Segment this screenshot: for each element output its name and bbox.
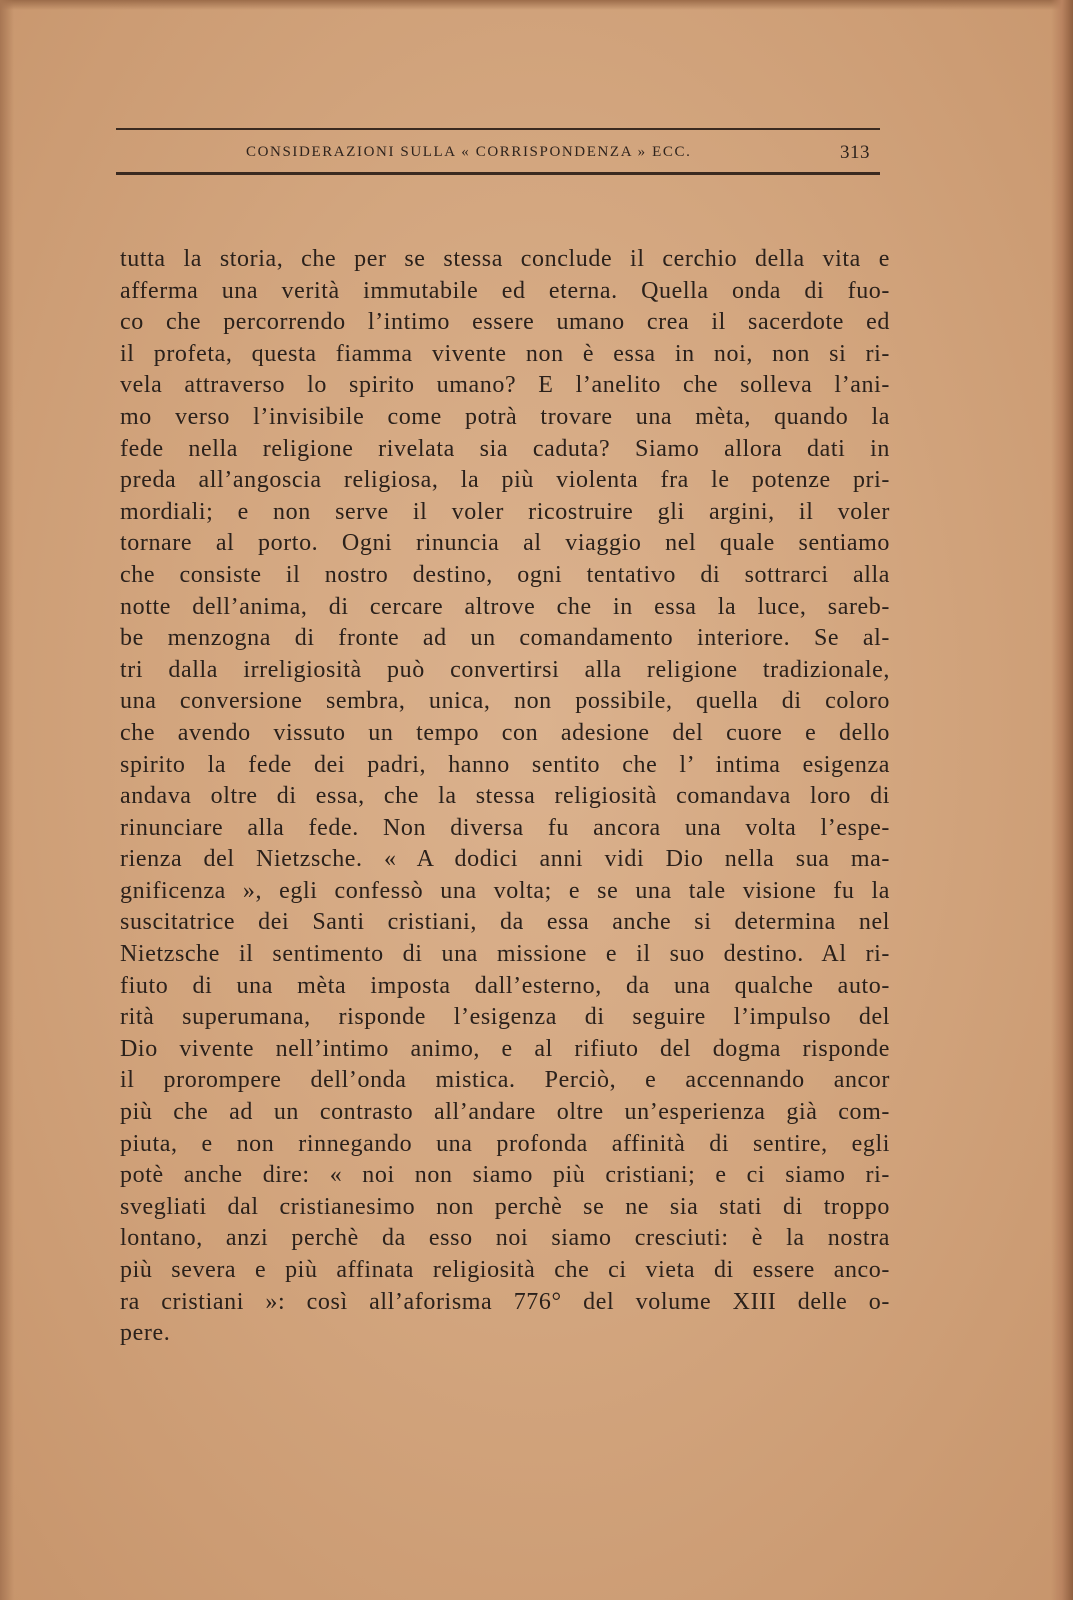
- text-line: il prorompere dell’onda mistica. Perciò, e accennando ancor: [120, 1067, 890, 1094]
- text-line: be menzogna di fronte ad un comandamento interiore. Se al-: [120, 625, 890, 652]
- running-head: [116, 140, 880, 168]
- text-line: svegliati dal cristianesimo non perchè se ne sia stati di troppo: [120, 1193, 890, 1220]
- text-line: rienza del Nietzsche. « A dodici anni vidi Dio nella sua ma-: [120, 846, 890, 873]
- text-line: gnificenza », egli confessò una volta; e se una tale visione fu la: [120, 877, 890, 904]
- text-line: rità superumana, risponde l’esigenza di seguire l’impulso del: [120, 1004, 890, 1031]
- text-line: più severa e più affinata religiosità che ci vieta di essere anco-: [120, 1257, 890, 1283]
- text-line: vela attraverso lo spirito umano? E l’anelito che solleva l’ani-: [120, 372, 890, 399]
- text-line: tornare al porto. Ogni rinuncia al viaggio nel quale sentiamo: [120, 530, 890, 557]
- running-title: CONSIDERAZIONI SULLA « CORRISPONDENZA » ECC.: [246, 144, 692, 160]
- page-right-shadow: [1051, 0, 1073, 1600]
- page-top-shadow: [0, 0, 1073, 10]
- text-line: fiuto di una mèta imposta dall’esterno, da una qualche auto-: [120, 972, 890, 999]
- text-line: più che ad un contrasto all’andare oltre un’esperienza già com-: [120, 1099, 890, 1126]
- body-text: [120, 244, 890, 1350]
- text-line: mo verso l’invisibile come potrà trovare una mèta, quando la: [120, 403, 890, 430]
- text-line: una conversione sembra, unica, non possibile, quella di coloro: [120, 688, 890, 715]
- text-line: spirito la fede dei padri, hanno sentito che l’ intima esigenza: [120, 751, 890, 778]
- text-line: Nietzsche il sentimento di una missione e il suo destino. Al ri-: [120, 941, 890, 968]
- text-line: Dio vivente nell’intimo animo, e al rifiuto del dogma risponde: [120, 1035, 890, 1062]
- text-line: andava oltre di essa, che la stessa religiosità comandava loro di: [120, 783, 890, 810]
- text-line: afferma una verità immutabile ed eterna. Quella onda di fuo-: [120, 277, 890, 304]
- text-line: che avendo vissuto un tempo con adesione del cuore e dello: [120, 719, 890, 746]
- text-line: notte dell’anima, di cercare altrove che in essa la luce, sareb-: [120, 593, 890, 620]
- text-line: preda all’angoscia religiosa, la più violenta fra le potenze pri-: [120, 467, 890, 494]
- text-line: pere.: [120, 1320, 171, 1347]
- header-rule-top: [116, 128, 880, 130]
- text-line: fede nella religione rivelata sia caduta? Siamo allora dati in: [120, 435, 890, 462]
- text-line: mordiali; e non serve il voler ricostruire gli argini, il voler: [120, 498, 890, 525]
- page-left-shadow: [0, 0, 14, 1600]
- text-line: il profeta, questa fiamma vivente non è essa in noi, non si ri-: [120, 340, 890, 367]
- text-line: tutta la storia, che per se stessa conclude il cerchio della vita e: [120, 246, 890, 272]
- text-line: piuta, e non rinnegando una profonda affinità di sentire, egli: [120, 1130, 890, 1157]
- header-rule-bottom: [116, 172, 880, 175]
- text-line: ra cristiani »: così all’aforisma 776° del volume XIII delle o-: [120, 1288, 890, 1315]
- page-number: 313: [840, 142, 870, 163]
- text-line: rinunciare alla fede. Non diversa fu ancora una volta l’espe-: [120, 814, 890, 841]
- text-line: co che percorrendo l’intimo essere umano crea il sacerdote ed: [120, 309, 890, 336]
- text-line: potè anche dire: « noi non siamo più cristiani; e ci siamo ri-: [120, 1162, 890, 1189]
- text-line: che consiste il nostro destino, ogni tentativo di sottrarci alla: [120, 561, 890, 588]
- text-line: lontano, anzi perchè da esso noi siamo cresciuti: è la nostra: [120, 1225, 890, 1252]
- text-line: suscitatrice dei Santi cristiani, da essa anche si determina nel: [120, 909, 890, 936]
- text-line: tri dalla irreligiosità può convertirsi alla religione tradizionale,: [120, 656, 890, 683]
